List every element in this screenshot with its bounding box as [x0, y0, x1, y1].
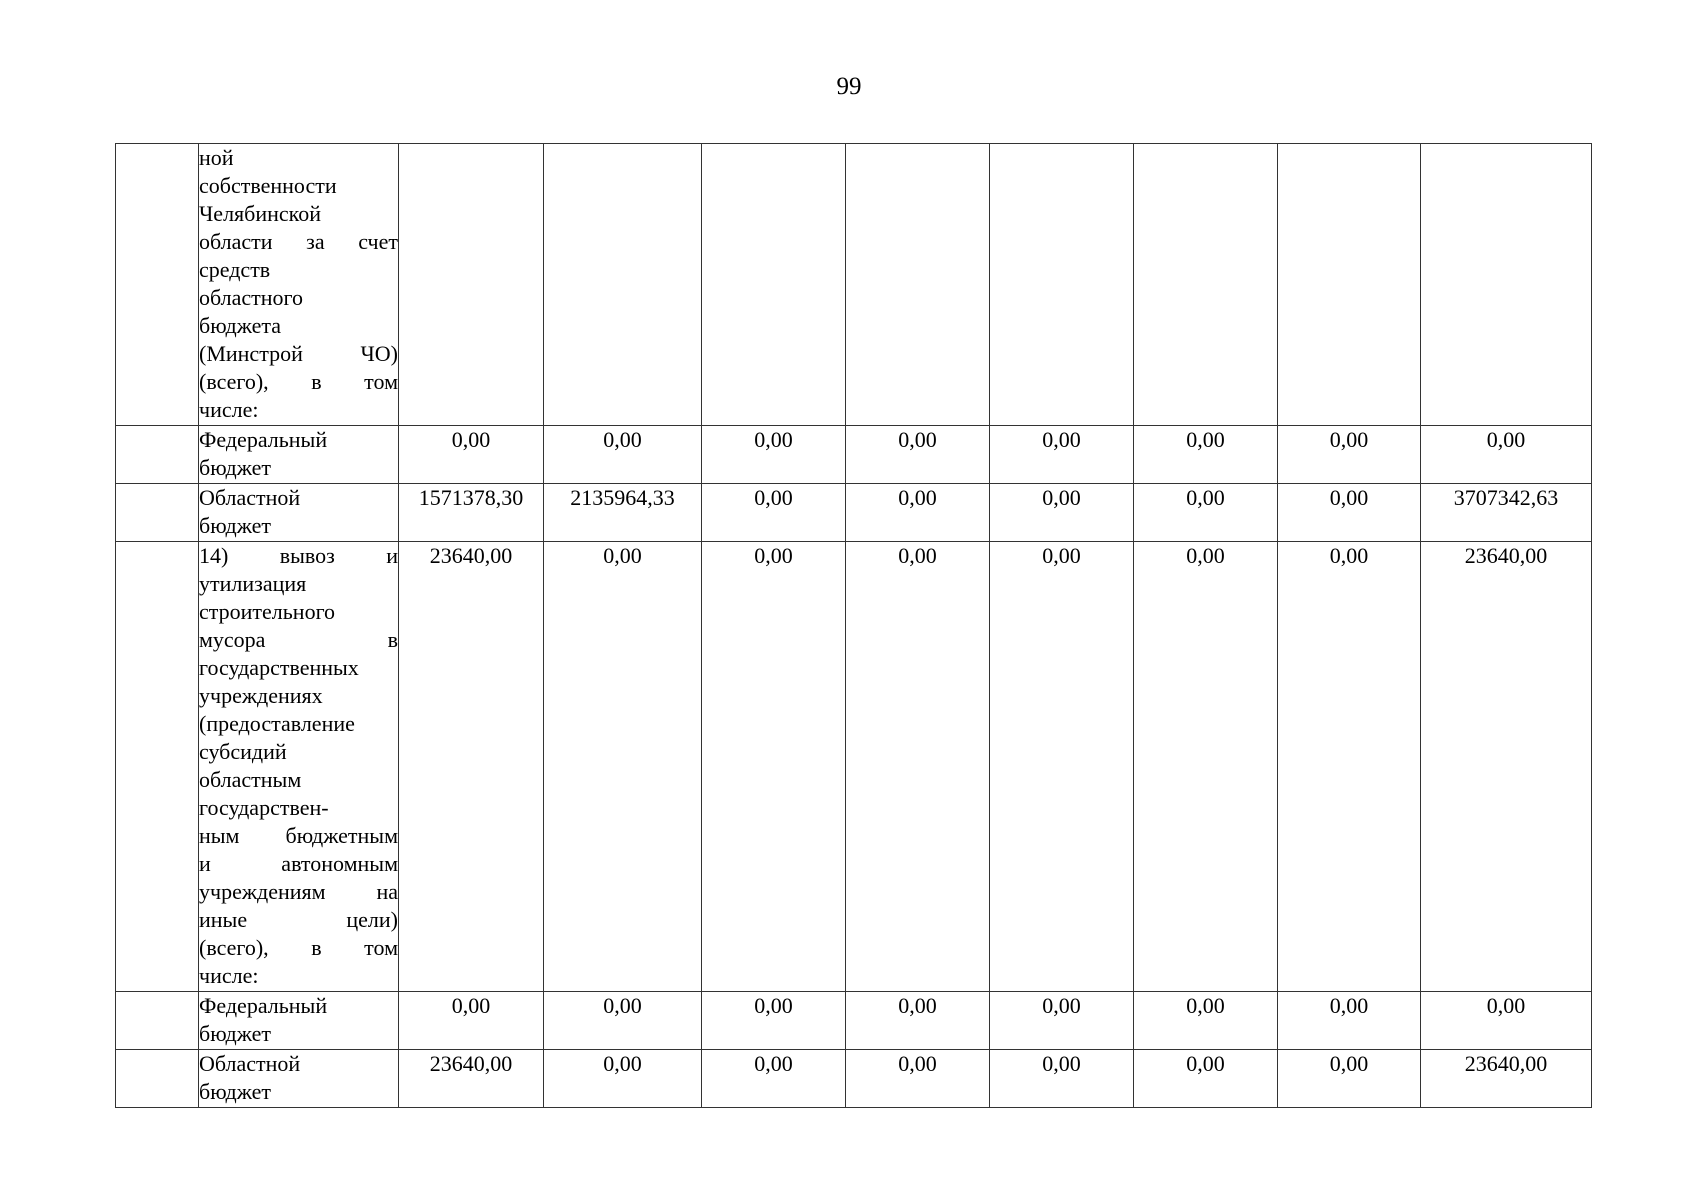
table-row — [116, 542, 1592, 992]
row-index-cell — [116, 484, 199, 542]
value-cell: 0,00 — [399, 426, 544, 484]
description-line: бюджет — [199, 1079, 271, 1104]
description-line: бюджет — [199, 1021, 271, 1046]
value-cell: 0,00 — [1134, 1050, 1278, 1108]
value-cell: 0,00 — [1134, 484, 1278, 542]
value-cell: 0,00 — [990, 484, 1134, 542]
value-cell: 0,00 — [990, 426, 1134, 484]
row-description — [199, 144, 399, 426]
value-cell: 0,00 — [846, 992, 990, 1050]
value-cell: 0,00 — [1421, 992, 1592, 1050]
value-cell: 0,00 — [846, 1050, 990, 1108]
description-line: (предоставление — [199, 711, 355, 736]
value-cell: 0,00 — [846, 484, 990, 542]
value-cell — [1134, 144, 1278, 426]
value-cell: 3707342,63 — [1421, 484, 1592, 542]
description-line: областного — [199, 285, 304, 310]
value-cell: 0,00 — [1278, 992, 1421, 1050]
description-line: государственных — [199, 655, 359, 680]
description-line: Областной — [199, 1051, 301, 1076]
value-cell — [399, 144, 544, 426]
value-cell: 0,00 — [1278, 1050, 1421, 1108]
description-line: государствен- — [199, 795, 329, 820]
value-cell: 1571378,30 — [399, 484, 544, 542]
value-cell: 0,00 — [702, 1050, 846, 1108]
row-description — [199, 542, 399, 992]
page-number: 99 — [836, 73, 862, 100]
description-line: ной — [199, 145, 234, 170]
value-cell: 0,00 — [702, 426, 846, 484]
value-cell: 0,00 — [399, 992, 544, 1050]
value-cell: 0,00 — [544, 992, 702, 1050]
value-cell: 0,00 — [1134, 426, 1278, 484]
table-row — [116, 1050, 1592, 1108]
value-cell — [846, 144, 990, 426]
description-line: ным бюджетным — [199, 823, 398, 848]
value-cell: 0,00 — [702, 542, 846, 992]
description-line: областным — [199, 767, 302, 792]
budget-table — [115, 143, 1592, 1108]
row-index-cell — [116, 144, 199, 426]
description-line: Федеральный — [199, 427, 328, 452]
description-line: собственности — [199, 173, 337, 198]
table-row — [116, 426, 1592, 484]
value-cell: 0,00 — [990, 542, 1134, 992]
description-line: субсидий — [199, 739, 287, 764]
value-cell — [702, 144, 846, 426]
value-cell — [1278, 144, 1421, 426]
table-row — [116, 992, 1592, 1050]
value-cell: 0,00 — [702, 484, 846, 542]
value-cell: 0,00 — [1278, 426, 1421, 484]
table-body — [116, 144, 1592, 1108]
row-index-cell — [116, 542, 199, 992]
description-line: и автономным — [199, 851, 398, 876]
description-line: бюджета — [199, 313, 282, 338]
value-cell: 0,00 — [544, 1050, 702, 1108]
value-cell: 0,00 — [544, 426, 702, 484]
value-cell — [544, 144, 702, 426]
row-description — [199, 1050, 399, 1108]
description-line: учреждениях — [199, 683, 323, 708]
description-line: (Минстрой ЧО) — [199, 341, 398, 366]
value-cell: 0,00 — [1421, 426, 1592, 484]
row-description — [199, 426, 399, 484]
description-line: числе: — [199, 397, 259, 422]
value-cell: 0,00 — [846, 426, 990, 484]
value-cell: 0,00 — [702, 992, 846, 1050]
value-cell: 0,00 — [990, 1050, 1134, 1108]
row-description — [199, 484, 399, 542]
description-line: (всего), в том — [199, 369, 398, 394]
value-cell: 0,00 — [1134, 992, 1278, 1050]
value-cell: 0,00 — [1278, 542, 1421, 992]
value-cell — [990, 144, 1134, 426]
table-row — [116, 484, 1592, 542]
value-cell: 23640,00 — [1421, 542, 1592, 992]
value-cell: 0,00 — [1278, 484, 1421, 542]
description-line: мусора в — [199, 627, 398, 652]
value-cell: 0,00 — [990, 992, 1134, 1050]
value-cell: 23640,00 — [399, 542, 544, 992]
description-line: 14) вывоз и — [199, 543, 398, 568]
row-index-cell — [116, 992, 199, 1050]
description-line: строительного — [199, 599, 336, 624]
description-line: Челябинской — [199, 201, 322, 226]
description-line: Федеральный — [199, 993, 328, 1018]
value-cell: 0,00 — [544, 542, 702, 992]
value-cell: 2135964,33 — [544, 484, 702, 542]
description-line: бюджет — [199, 513, 271, 538]
value-cell: 0,00 — [846, 542, 990, 992]
value-cell — [1421, 144, 1592, 426]
table-row — [116, 144, 1592, 426]
description-line: утилизация — [199, 571, 307, 596]
description-line: Областной — [199, 485, 301, 510]
description-line: иные цели) — [199, 907, 398, 932]
row-index-cell — [116, 1050, 199, 1108]
description-line: учреждениям на — [199, 879, 398, 904]
row-index-cell — [116, 426, 199, 484]
value-cell: 23640,00 — [399, 1050, 544, 1108]
value-cell: 23640,00 — [1421, 1050, 1592, 1108]
description-line: области за счет — [199, 229, 398, 254]
value-cell: 0,00 — [1134, 542, 1278, 992]
description-line: бюджет — [199, 455, 271, 480]
description-line: средств — [199, 257, 271, 282]
row-description — [199, 992, 399, 1050]
description-line: числе: — [199, 963, 259, 988]
description-line: (всего), в том — [199, 935, 398, 960]
